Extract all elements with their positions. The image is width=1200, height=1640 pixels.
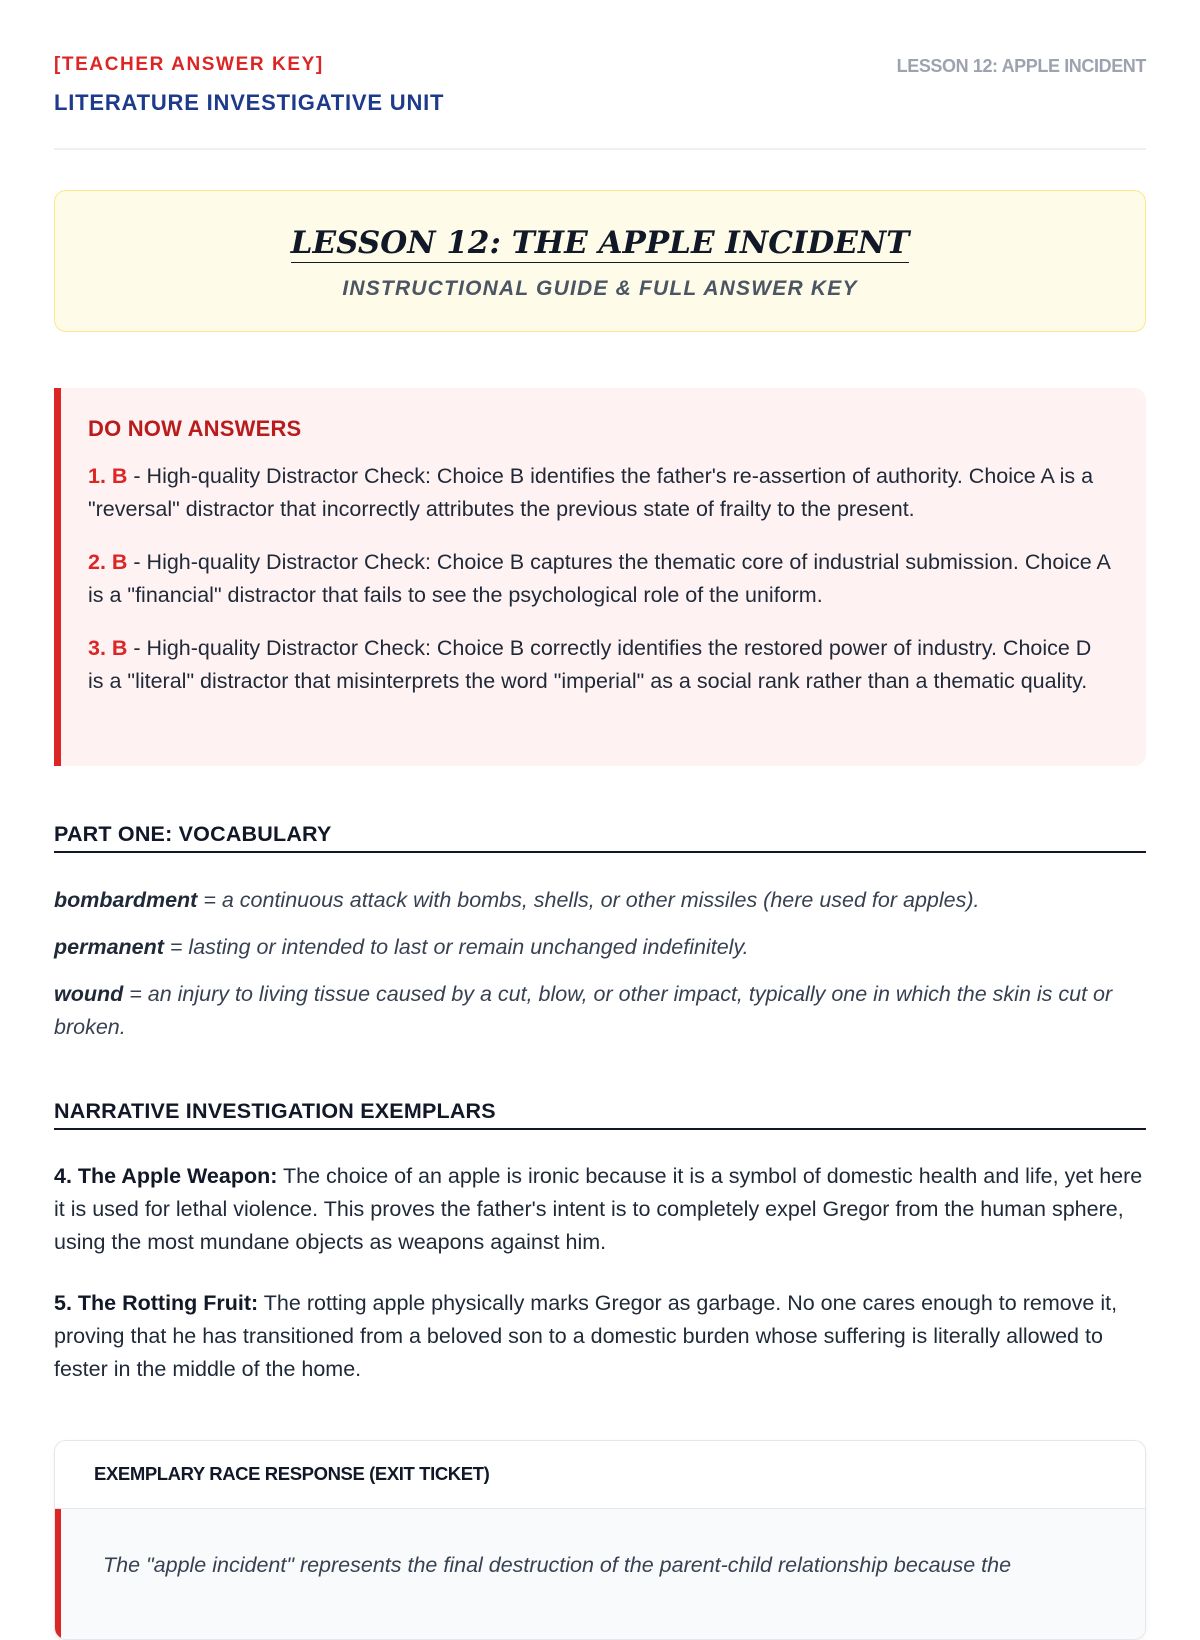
race-response-card [54,1440,1146,1640]
answer-key: 2. B [88,550,128,574]
vocab-term: permanent [54,935,164,959]
vocab-term: bombardment [54,888,198,912]
do-now-title: DO NOW ANSWERS [88,416,302,441]
race-heading: EXEMPLARY RACE RESPONSE (EXIT TICKET) [55,1441,1145,1509]
lesson-title-box [54,190,1146,332]
vocab-entry [54,931,1146,964]
race-response-text: The "apple incident" represents the final destruction of the parent-child relationship because the [55,1509,1145,1640]
exemplar-item [54,1287,1146,1386]
page-header [54,0,1146,150]
do-now-answer [88,460,1112,526]
lesson-reference: LESSON 12: APPLE INCIDENT [896,56,1146,76]
answer-text: - High-quality Distractor Check: Choice B identifies the father's re-assertion of authority. Choice A is a "reversal" distractor that incorrectly attributes the previous state of frailty to the present. [88,464,1094,521]
answer-text: - High-quality Distractor Check: Choice B correctly identifies the restored power of industry. Choice D is a "literal" distractor that misinterprets the word "imperial" as a social rank rather than a thematic quality. [88,636,1092,693]
vocab-term: wound [54,982,124,1006]
lesson-subtitle: INSTRUCTIONAL GUIDE & FULL ANSWER KEY [342,277,858,300]
lesson-title-text: LESSON 12: THE APPLE INCIDENT [290,225,910,261]
vocabulary-heading: PART ONE: VOCABULARY [54,822,1146,853]
unit-title: LITERATURE INVESTIGATIVE UNIT [54,90,445,115]
do-now-answer [88,632,1112,698]
vocab-definition: = a continuous attack with bombs, shells, or other missiles (here used for apples). [197,888,980,912]
answer-text: - High-quality Distractor Check: Choice B captures the thematic core of industrial submission. Choice A is a "financial" distractor that fails to see the psychological role of the uniform. [88,550,1110,607]
exemplar-text: The rotting apple physically marks Gregor as garbage. No one cares enough to remove it, proving that he has transitioned from a beloved son to a domestic burden whose suffering is literally allowed to fester in the middle of the home. [54,1291,1118,1381]
narrative-heading: NARRATIVE INVESTIGATION EXEMPLARS [54,1099,1146,1130]
exemplar-item [54,1160,1146,1259]
exemplar-label: 4. The Apple Weapon: [54,1164,278,1188]
vocab-definition: = lasting or intended to last or remain unchanged indefinitely. [163,935,749,959]
vocab-entry [54,978,1146,1044]
exemplar-text: The choice of an apple is ironic because it is a symbol of domestic health and life, yet here it is used for lethal violence. This proves the father's intent is to completely expel Gregor from the human sphere, using the most mundane objects as weapons against him. [54,1164,1143,1254]
vocab-definition: = an injury to living tissue caused by a cut, blow, or other impact, typically one in which the skin is cut or broken. [54,982,1113,1039]
exemplar-label: 5. The Rotting Fruit: [54,1291,259,1315]
do-now-answers-box [54,388,1146,766]
vocab-entry [54,884,1146,917]
teacher-key-tag: [TEACHER ANSWER KEY] [54,54,324,75]
do-now-answer [88,546,1112,612]
lesson-title [55,225,1145,261]
answer-key: 1. B [88,464,128,488]
answer-key: 3. B [88,636,128,660]
